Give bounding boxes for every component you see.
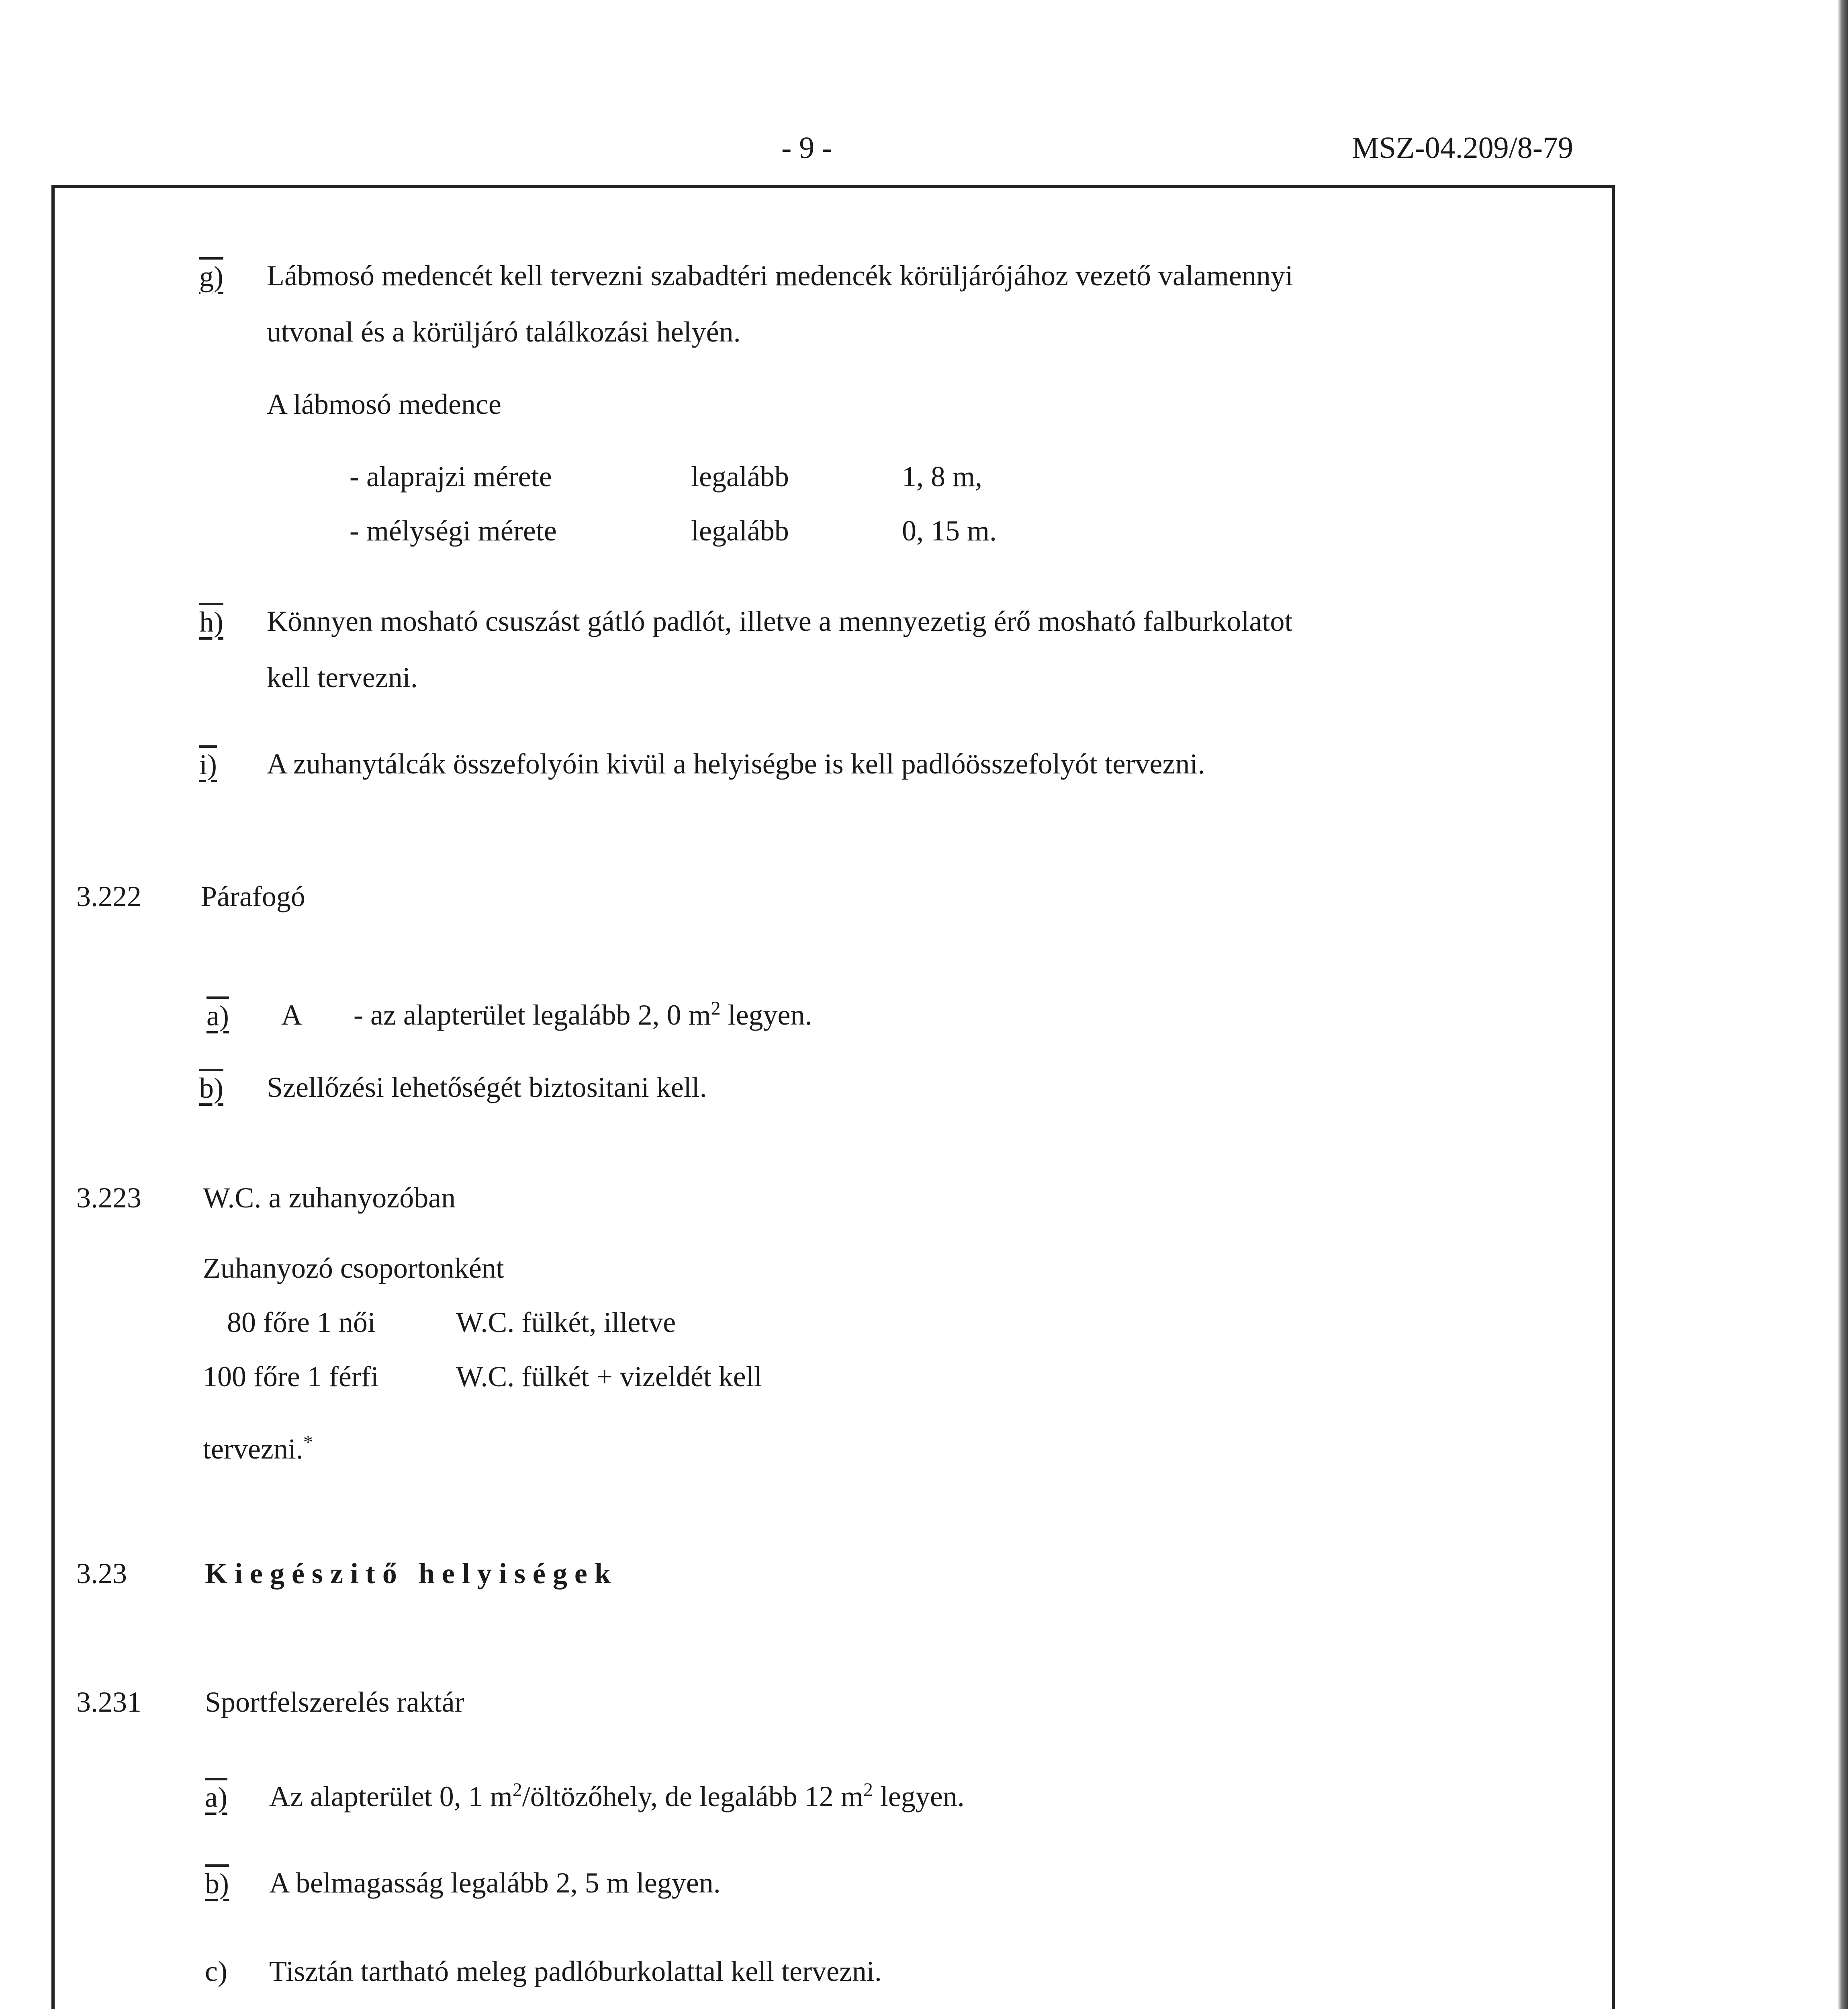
item-label-b: b) (205, 1864, 229, 1898)
footbath-title: A lábmosó medence (267, 388, 501, 420)
section-title: Sportfelszerelés raktár (205, 1686, 464, 1718)
item-h-line2: kell tervezni. (267, 661, 418, 694)
item-label-a: a) (206, 996, 229, 1030)
item-label-c: c) (205, 1955, 227, 1987)
footbath-row-name: - mélységi mérete (350, 515, 557, 547)
item-label-i: i) (199, 745, 217, 779)
wc-row-left: 80 főre 1 női (227, 1306, 376, 1338)
item-b-text: A belmagasság legalább 2, 5 m legyen. (269, 1867, 721, 1899)
wc-row-right: W.C. fülkét, illetve (456, 1306, 676, 1338)
item-g-line1: Lábmosó medencét kell tervezni szabadtéri medencék körüljárójához vezető valamennyi (267, 260, 1293, 292)
item-label-b: b) (199, 1069, 223, 1103)
footbath-row-qualifier: legalább (691, 515, 789, 547)
footbath-row-value: 0, 15 m. (902, 515, 997, 547)
item-i-line1: A zuhanytálcák összefolyóin kivül a helyiségbe is kell padlóösszefolyót tervezni. (267, 748, 1205, 780)
section-title: Párafogó (201, 880, 305, 912)
footbath-row-name: - alaprajzi mérete (350, 460, 552, 493)
item-label-a: a) (205, 1778, 227, 1812)
footbath-row-value: 1, 8 m, (902, 460, 983, 493)
item-label-g: g) (199, 257, 223, 291)
item-label-h: h) (199, 603, 223, 636)
item-a-text: - az alapterület legalább 2, 0 $m^2$ legyen. (354, 998, 812, 1031)
section-number: 3.223 (76, 1182, 141, 1214)
section-number: 3.23 (76, 1557, 127, 1590)
wc-row-left: 100 főre 1 férfi (203, 1360, 379, 1393)
wc-row-right: W.C. fülkét + vizeldét kell (456, 1360, 762, 1393)
page-number: - 9 - (781, 131, 832, 165)
item-c-text: Tisztán tartható meleg padlóburkolattal kell tervezni. (269, 1955, 882, 1987)
item-a-text: Az alapterület 0, 1 $m^2$/öltözőhely, de legalább 12 $m^2$ legyen. (269, 1779, 965, 1813)
section-number: 3.231 (76, 1686, 141, 1718)
section-number: 3.222 (76, 880, 141, 912)
footbath-row-qualifier: legalább (691, 460, 789, 493)
scan-edge (1838, 0, 1848, 2009)
wc-last-line: tervezni.* (203, 1432, 313, 1465)
section-title: W.C. a zuhanyozóban (203, 1182, 456, 1214)
document-id: MSZ-04.209/8-79 (1352, 131, 1573, 165)
section-title: Kiegészitő helyiségek (205, 1557, 618, 1590)
wc-intro: Zuhanyozó csoportonként (203, 1252, 504, 1284)
item-h-line1: Könnyen mosható csuszást gátló padlót, illetve a mennyezetig érő mosható falburkolatot (267, 605, 1293, 637)
item-a-prefix: A (281, 999, 302, 1031)
item-g-line2: utvonal és a körüljáró találkozási helyén. (267, 316, 741, 348)
item-b-text: Szellőzési lehetőségét biztositani kell. (267, 1071, 707, 1103)
